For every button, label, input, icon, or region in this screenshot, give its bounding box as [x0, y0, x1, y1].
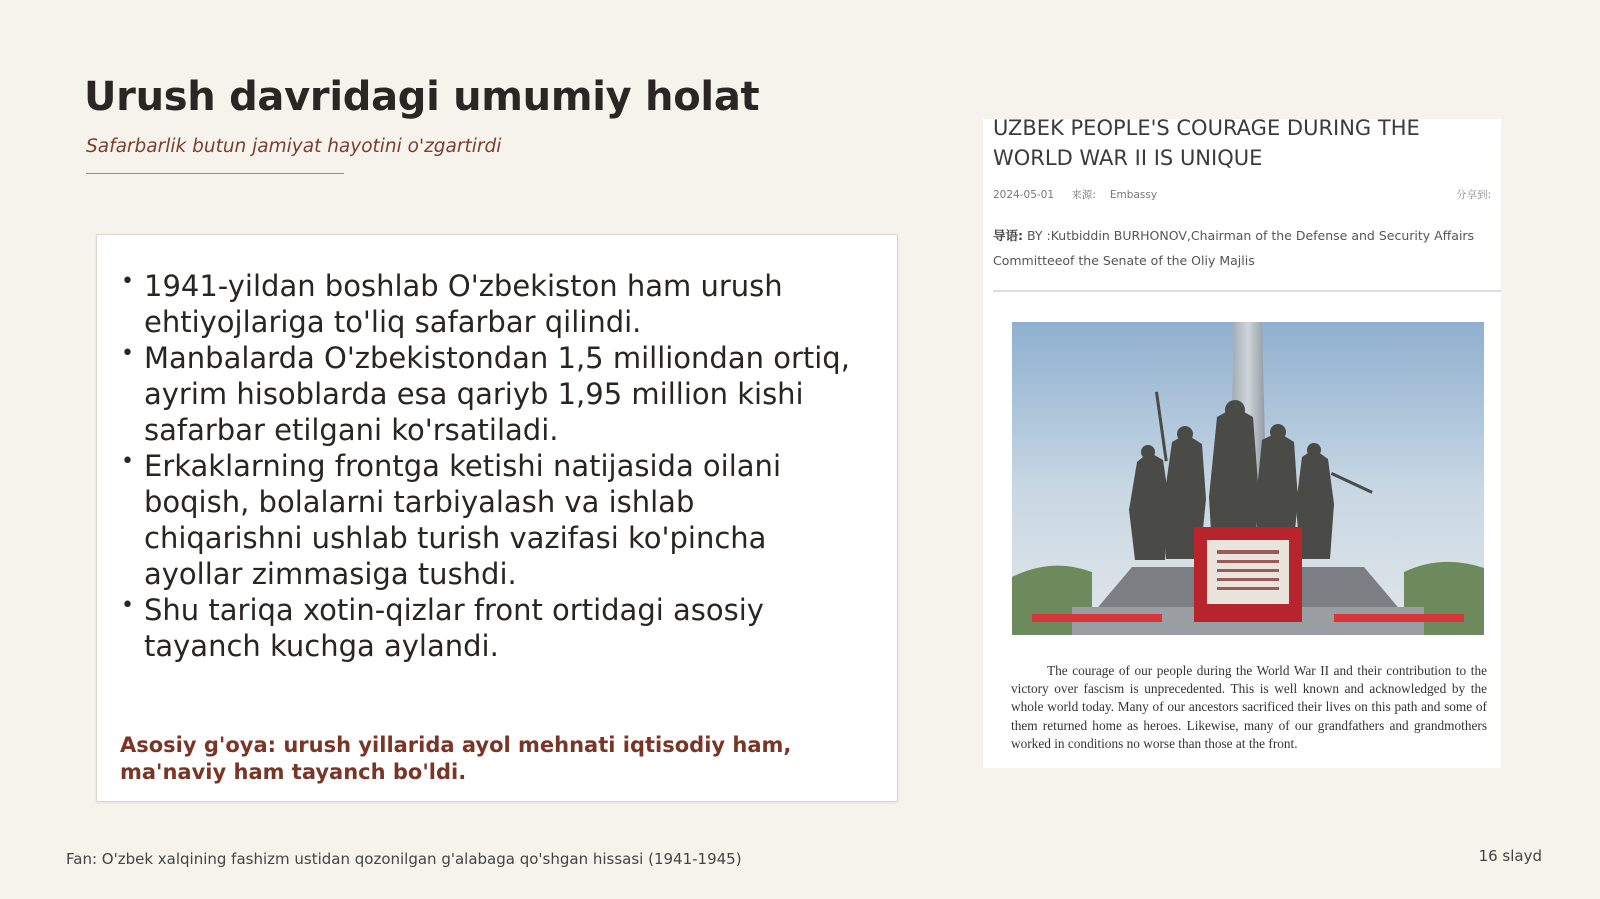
bullet-dot-icon: • — [121, 341, 134, 366]
bullet-dot-icon: • — [121, 593, 134, 618]
title-underline — [86, 173, 344, 174]
key-idea: Asosiy g'oya: urush yillarida ayol mehnati iqtisodiy ham, ma'naviy ham tayanch bo'ldi. — [120, 733, 792, 784]
article-headline: UZBEK PEOPLE'S COURAGE DURING THE WORLD WAR II IS UNIQUE — [993, 119, 1420, 170]
bullet-item — [121, 340, 861, 448]
article-divider — [993, 290, 1501, 292]
article-source-label: 来源: — [1071, 189, 1096, 201]
article-body: The courage of our people during the World War II and their contribution to the victory over fascism is unprecedented. This is well known and acknowledged by the whole world today. Many of our ancestors sacrificed their lives on this path and some of them returned home as heroes. Likewise, many of our grandfathers and grandmothers worked in conditions no worse than those at the front. — [1011, 663, 1487, 751]
bullet-text: Manbalarda O'zbekistondan 1,5 milliondan ortiq, ayrim hisoblarda esa qariyb 1,95 million kishi safarbar etilgani ko'rsatiladi. — [144, 341, 850, 447]
article-meta — [993, 187, 1171, 202]
bullet-item — [121, 592, 861, 664]
bullet-dot-icon: • — [121, 269, 134, 294]
slide-subtitle: Safarbarlik butun jamiyat hayotini o'zgartirdi — [86, 136, 502, 157]
monument-photo — [1012, 322, 1484, 635]
article-screenshot — [983, 119, 1501, 768]
article-lead-label: 导语: — [993, 228, 1023, 243]
slide-number: 16 slayd — [1478, 847, 1542, 865]
article-source: Embassy — [1109, 189, 1158, 201]
bullet-dot-icon: • — [121, 449, 134, 474]
footer-course-name: Fan: O'zbek xalqining fashizm ustidan qozonilgan g'alabaga qo'shgan hissasi (1941-1945) — [66, 850, 742, 868]
bullet-item — [121, 448, 861, 592]
bullet-text: Erkaklarning frontga ketishi natijasida oilani boqish, bolalarni tarbiyalash va ishlab chiqarishni ushlab turish vazifasi ko'pincha ayollar zimmasiga tushdi. — [144, 449, 781, 591]
slide-title: Urush davridagi umumiy holat — [84, 74, 760, 120]
article-lead-text: BY :Kutbiddin BURHONOV,Chairman of the Defense and Security Affairs Committeeof the Senate of the Oliy Majlis — [993, 228, 1475, 268]
bullet-text: 1941-yildan boshlab O'zbekiston ham urush ehtiyojlariga to'liq safarbar qilindi. — [144, 269, 783, 339]
article-lead — [993, 223, 1493, 273]
article-share: 分享到: — [1455, 189, 1491, 201]
bullet-item — [121, 268, 861, 340]
article-date: 2024-05-01 — [993, 189, 1055, 201]
content-card — [96, 234, 898, 802]
bullet-list — [121, 268, 861, 664]
bullet-text: Shu tariqa xotin-qizlar front ortidagi asosiy tayanch kuchga aylandi. — [144, 593, 764, 663]
